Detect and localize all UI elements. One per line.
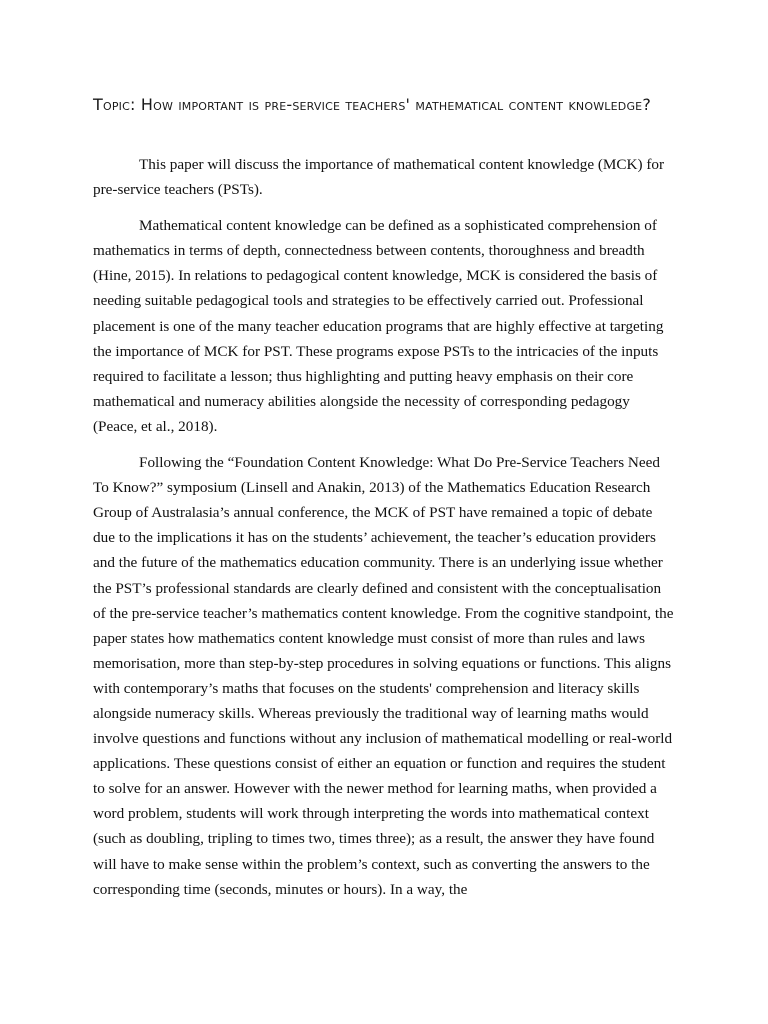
paragraph-intro: This paper will discuss the importance of mathematical content knowledge (MCK) for pre-service teachers (PSTs).: [93, 156, 665, 199]
document-title: Topic: How important is pre-service teachers' mathematical content knowledge?: [93, 95, 652, 114]
document-page: [93, 92, 677, 913]
paragraph-definition: Mathematical content knowledge can be defined as a sophisticated comprehension of mathematics in terms of depth, connectedness between contents, thoroughness and breadth (Hine, 2015). In relations to pedagogical content knowledge, MCK is considered the basis of needing suitable pedagogical tools and strategies to be effectively carried out. Professional placement is one of the many teacher education programs that are highly effective at targeting the importance of MCK for PST. These programs expose PSTs to the intricacies of the inputs required to facilitate a lesson; thus highlighting and putting heavy emphasis on their core mathematical and numeracy abilities alongside the necessity of corresponding pedagogy (Peace, et al., 2018).: [93, 217, 664, 435]
paragraph-symposium: Following the “Foundation Content Knowledge: What Do Pre-Service Teachers Need To Know?” symposium (Linsell and Anakin, 2013) of the Mathematics Education Research Group of Australasia’s annual conference, the MCK of PST have remained a topic of debate due to the implications it has on the students’ achievement, the teacher’s education providers and the future of the mathematics education community. There is an underlying issue whether the PST’s professional standards are clearly defined and consistent with the conceptualisation of the pre-service teacher’s mathematics content knowledge. From the cognitive standpoint, the paper states how mathematics content knowledge must consist of more than rules and laws memorisation, more than step-by-step procedures in solving equations or functions. This aligns with contemporary’s maths that focuses on the students' comprehension and literacy skills alongside numeracy skills. Whereas previously the traditional way of learning maths would involve questions and functions without any inclusion of mathematical modelling or real-world applications. These questions consist of either an equation or function and requires the student to solve for an answer. However with the newer method for learning maths, when provided a word problem, students will work through interpreting the words into mathematical context (such as doubling, tripling to times two, times three); as a result, the answer they have found will have to make sense within the problem’s context, such as converting the answers to the corresponding time (seconds, minutes or hours). In a way, the: [93, 454, 674, 898]
